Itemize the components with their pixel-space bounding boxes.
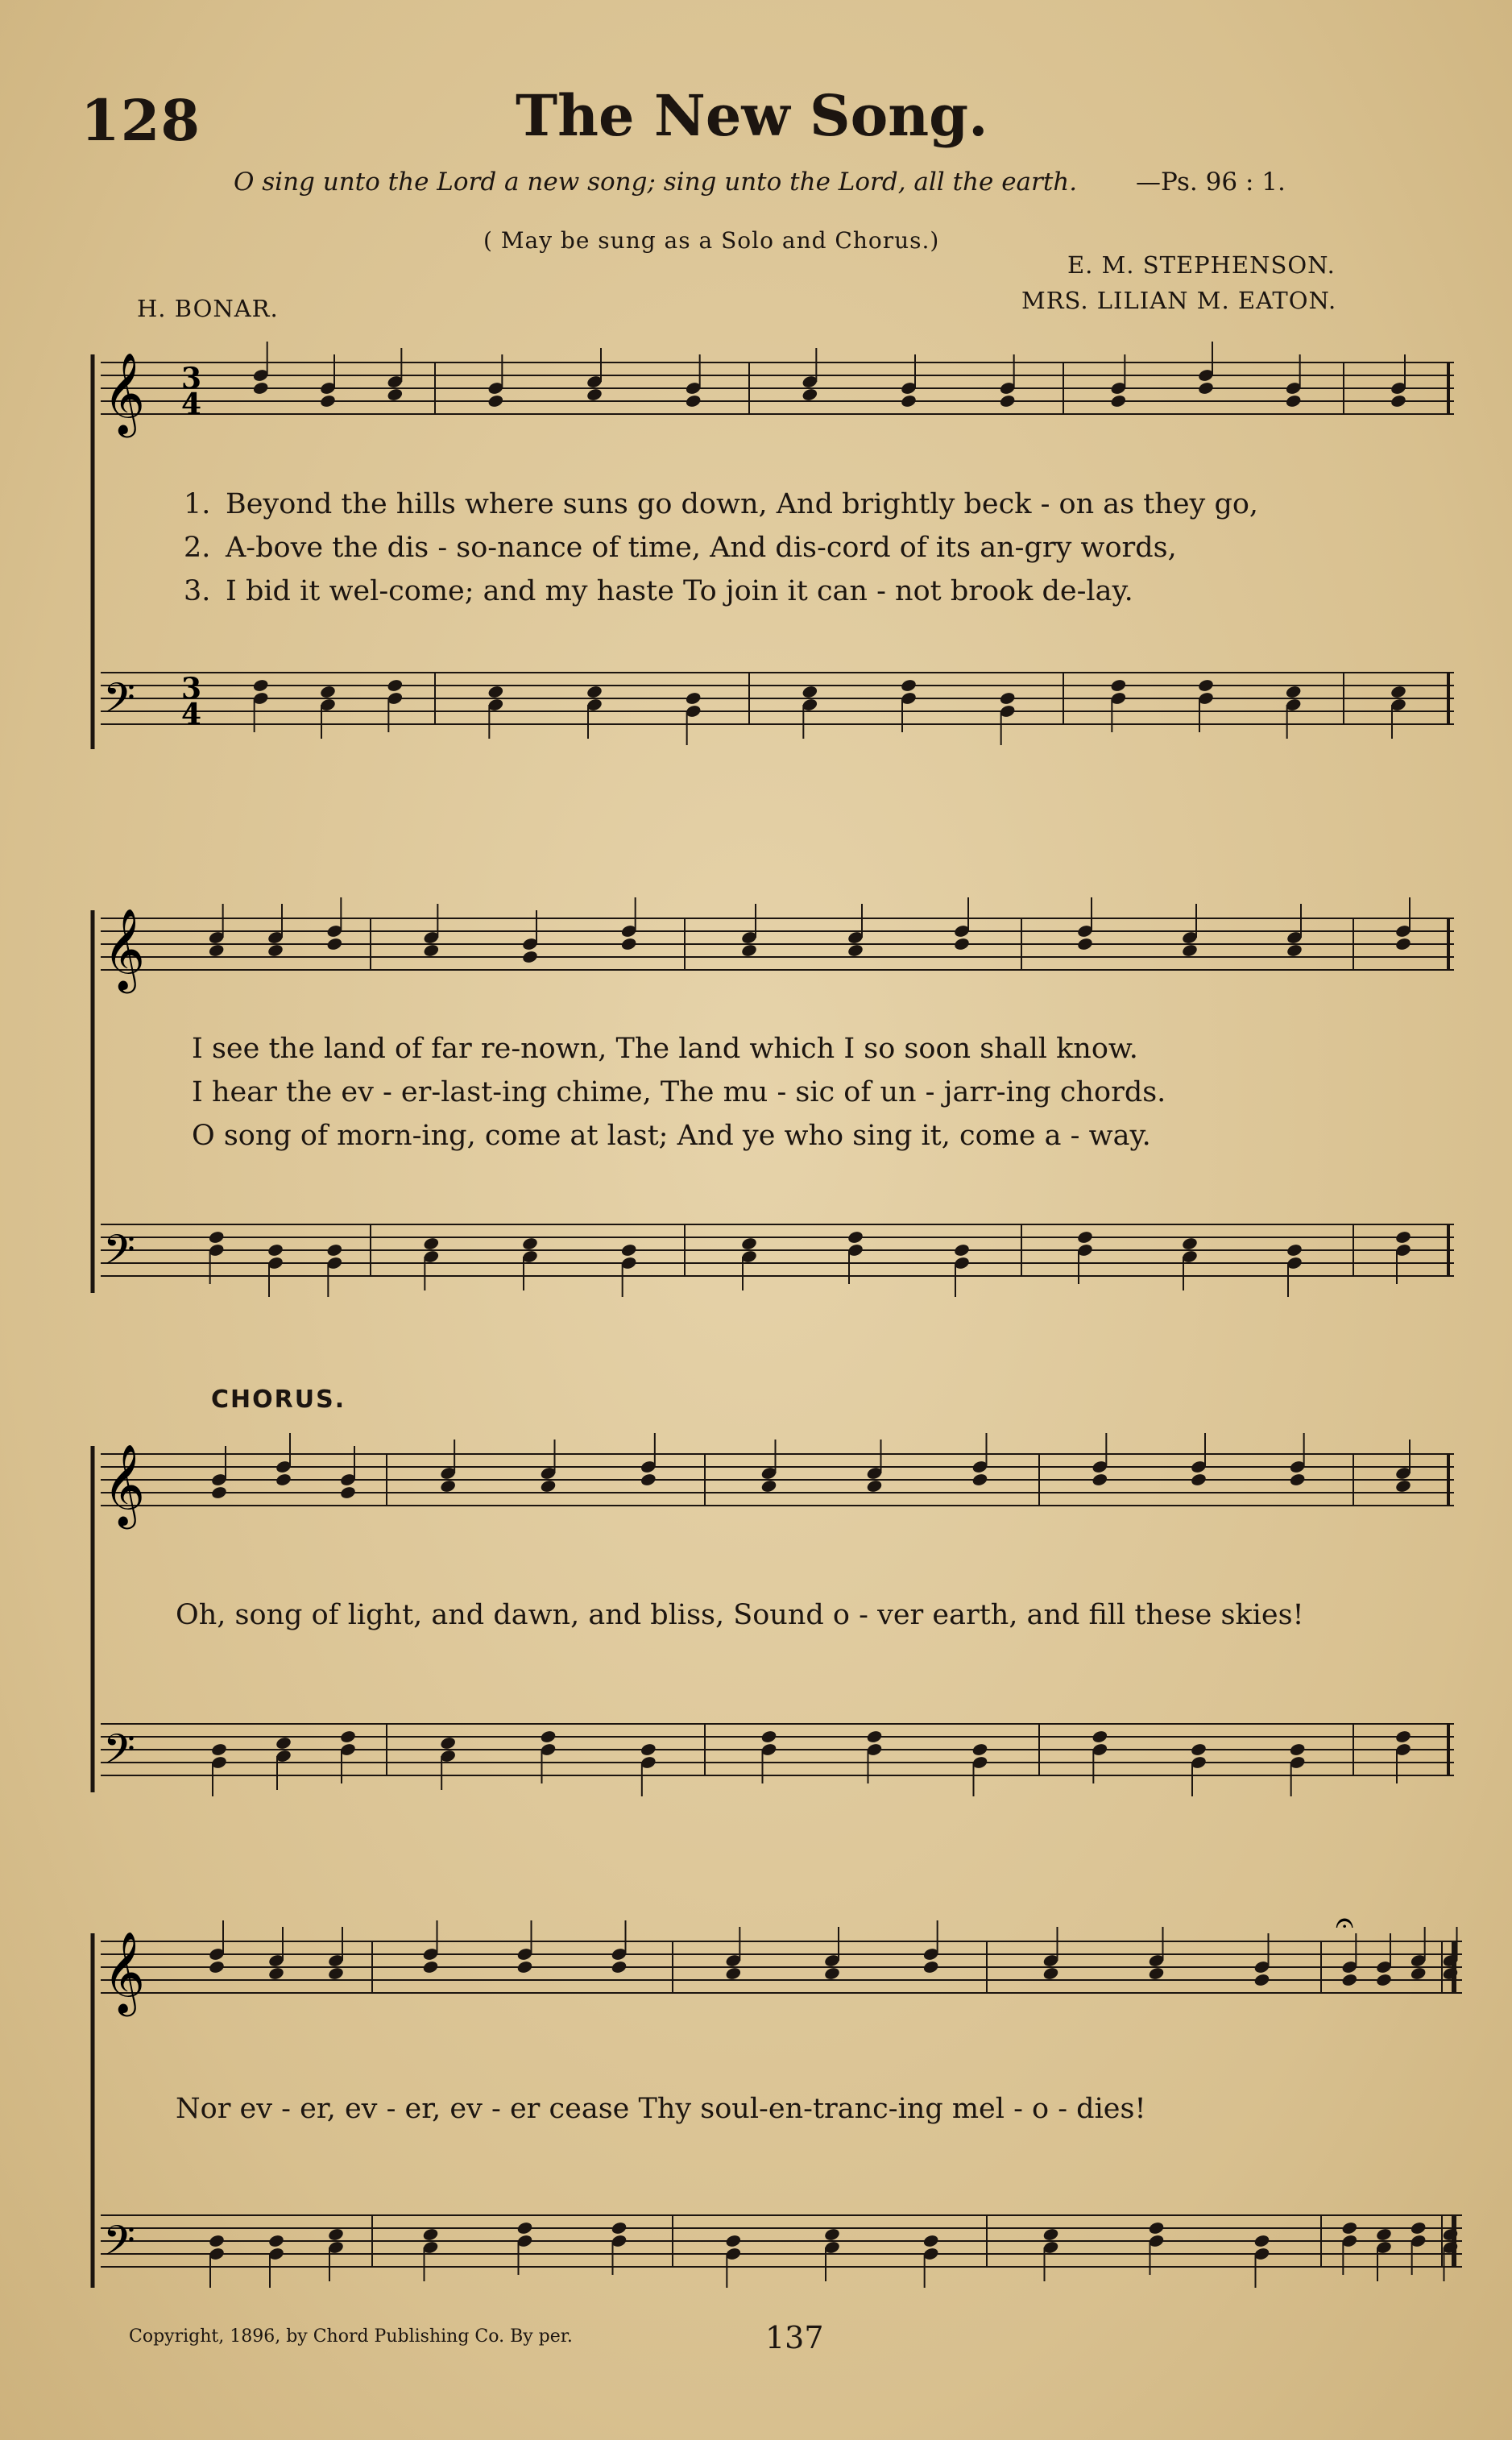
bass-clef-icon: 𝄢 bbox=[103, 1225, 135, 1284]
notehead bbox=[267, 1243, 284, 1257]
notehead bbox=[900, 678, 917, 693]
notehead bbox=[1042, 1966, 1059, 1981]
notehead bbox=[208, 2234, 225, 2248]
hymn-title: The New Song. bbox=[516, 82, 988, 149]
notehead bbox=[953, 937, 970, 951]
bass-staff-lines bbox=[101, 673, 1454, 724]
time-signature-top: 3 bbox=[181, 362, 202, 396]
notehead bbox=[208, 943, 225, 958]
notehead bbox=[725, 2234, 742, 2248]
notehead bbox=[586, 387, 603, 402]
notehead bbox=[866, 1479, 883, 1493]
notehead bbox=[740, 1237, 757, 1251]
notehead bbox=[516, 1960, 533, 1974]
notehead bbox=[326, 1243, 343, 1257]
notehead bbox=[611, 1960, 628, 1974]
notehead bbox=[620, 937, 637, 951]
notehead bbox=[620, 1243, 637, 1257]
scripture-reference: —Ps. 96 : 1. bbox=[1136, 168, 1286, 197]
bass-clef-icon: 𝄢 bbox=[103, 673, 135, 732]
notehead bbox=[1092, 1473, 1108, 1487]
time-signature-top: 3 bbox=[181, 672, 202, 706]
notehead bbox=[423, 1237, 440, 1251]
page-number: 137 bbox=[765, 2320, 824, 2355]
notehead bbox=[423, 943, 440, 958]
notehead bbox=[540, 1479, 557, 1493]
notehead bbox=[1181, 1237, 1198, 1251]
notehead bbox=[999, 691, 1016, 706]
notehead bbox=[521, 1237, 538, 1251]
notehead bbox=[422, 2227, 439, 2242]
notehead bbox=[252, 678, 269, 693]
verse-2-line-1: 2. A-bove the dis - so-nance of time, And dis-cord of its an-gry words, bbox=[184, 532, 1177, 564]
notehead bbox=[208, 1230, 225, 1245]
notehead bbox=[1390, 685, 1406, 699]
notehead bbox=[1148, 2221, 1165, 2235]
notehead bbox=[900, 394, 917, 408]
verse-1-line-1: 1. Beyond the hills where suns go down, And brightly beck - on as they go, bbox=[184, 488, 1259, 520]
notehead bbox=[847, 943, 864, 958]
notehead bbox=[1181, 943, 1198, 958]
notehead bbox=[319, 685, 336, 699]
notehead bbox=[725, 1966, 742, 1981]
verse-1-line-2: I see the land of far re-nown, The land which I so soon shall know. bbox=[192, 1033, 1138, 1065]
notehead bbox=[326, 937, 343, 951]
notehead bbox=[1253, 1973, 1270, 1987]
notehead bbox=[1285, 685, 1302, 699]
notehead bbox=[1394, 1730, 1411, 1744]
author-credit: H. BONAR. bbox=[137, 295, 279, 322]
verse-2-line-2: I hear the ev - er-last-ing chime, The mu - sic of un - jarr-ing chords. bbox=[192, 1076, 1166, 1108]
notehead bbox=[1197, 381, 1214, 396]
treble-staff-lines bbox=[101, 1454, 1454, 1506]
notehead bbox=[1076, 1230, 1093, 1245]
notehead bbox=[1076, 937, 1093, 951]
notehead bbox=[1148, 1966, 1165, 1981]
notehead bbox=[487, 685, 504, 699]
notehead bbox=[1375, 2227, 1392, 2242]
notehead bbox=[740, 943, 757, 958]
treble-staff-lines bbox=[101, 362, 1454, 414]
notehead bbox=[611, 2221, 628, 2235]
notehead bbox=[267, 943, 284, 958]
notehead bbox=[1110, 394, 1127, 408]
notehead bbox=[267, 1966, 284, 1981]
arranger-credit: MRS. LILIAN M. EATON. bbox=[1021, 287, 1337, 314]
time-signature-bottom: 4 bbox=[181, 387, 202, 421]
notehead bbox=[267, 2234, 284, 2248]
bass-clef-icon: 𝄢 bbox=[103, 1725, 135, 1783]
notehead bbox=[971, 1742, 988, 1757]
notehead bbox=[521, 950, 538, 964]
notehead bbox=[487, 394, 504, 408]
notehead bbox=[802, 387, 818, 402]
treble-clef-icon: 𝄞 bbox=[103, 1930, 146, 2013]
time-signature-bottom: 4 bbox=[181, 698, 202, 731]
notehead bbox=[387, 678, 404, 693]
notehead bbox=[1341, 1973, 1358, 1987]
notehead bbox=[516, 2221, 533, 2235]
chorus-line-2: Nor ev - er, ev - er, ev - er cease Thy soul-en-tranc-ing mel - o - dies! bbox=[176, 2093, 1146, 2125]
notehead bbox=[210, 1485, 227, 1500]
copyright-notice: Copyright, 1896, by Chord Publishing Co. By per. bbox=[129, 2326, 573, 2347]
notehead bbox=[1289, 1473, 1306, 1487]
notehead bbox=[275, 1736, 292, 1750]
notehead bbox=[999, 394, 1016, 408]
notehead bbox=[685, 394, 702, 408]
notehead bbox=[847, 1230, 864, 1245]
notehead bbox=[339, 1485, 356, 1500]
treble-clef-icon: 𝄞 bbox=[103, 1443, 146, 1526]
treble-clef-icon: 𝄞 bbox=[103, 907, 146, 990]
notehead bbox=[760, 1479, 777, 1493]
notehead bbox=[327, 1966, 344, 1981]
notehead bbox=[208, 1960, 225, 1974]
notehead bbox=[640, 1473, 657, 1487]
treble-staff-lines bbox=[101, 918, 1454, 970]
notehead bbox=[339, 1730, 356, 1744]
notehead bbox=[1394, 1479, 1411, 1493]
notehead bbox=[1289, 1742, 1306, 1757]
bass-staff-lines bbox=[101, 1224, 1454, 1276]
scripture-epigraph: O sing unto the Lord a new song; sing unto the Lord, all the earth. bbox=[234, 168, 1078, 197]
notehead bbox=[866, 1730, 883, 1744]
verse-3-line-1: 3. I bid it wel-come; and my haste To join it can - not brook de-lay. bbox=[184, 575, 1133, 607]
notehead bbox=[685, 691, 702, 706]
notehead bbox=[439, 1736, 456, 1750]
notehead bbox=[1410, 1966, 1427, 1981]
notehead bbox=[540, 1730, 557, 1744]
notehead bbox=[1286, 1243, 1303, 1257]
bass-staff-lines bbox=[101, 1724, 1454, 1775]
notehead bbox=[1375, 1973, 1392, 1987]
hymn-number: 128 bbox=[81, 87, 201, 154]
notehead bbox=[953, 1243, 970, 1257]
notehead bbox=[1197, 678, 1214, 693]
notehead bbox=[1253, 2234, 1270, 2248]
chorus-label: CHORUS. bbox=[211, 1386, 346, 1414]
notehead bbox=[210, 1742, 227, 1757]
notehead bbox=[640, 1742, 657, 1757]
notehead bbox=[1394, 937, 1411, 951]
composer-credit: E. M. STEPHENSON. bbox=[1067, 251, 1336, 279]
notehead bbox=[1341, 2221, 1358, 2235]
notehead bbox=[252, 381, 269, 396]
notehead bbox=[275, 1473, 292, 1487]
notehead bbox=[439, 1479, 456, 1493]
notehead bbox=[1042, 2227, 1059, 2242]
fermata-icon: 𝄐 bbox=[1336, 1904, 1354, 1941]
notehead bbox=[1410, 2221, 1427, 2235]
notehead bbox=[1286, 943, 1303, 958]
notehead bbox=[922, 2234, 939, 2248]
verse-3-line-2: O song of morn-ing, come at last; And ye who sing it, come a - way. bbox=[192, 1120, 1151, 1152]
notehead bbox=[971, 1473, 988, 1487]
chorus-line-1: Oh, song of light, and dawn, and bliss, Sound o - ver earth, and fill these skies! bbox=[176, 1599, 1304, 1631]
bass-clef-icon: 𝄢 bbox=[103, 2216, 135, 2275]
notehead bbox=[823, 1966, 840, 1981]
performance-note: ( May be sung as a Solo and Chorus.) bbox=[483, 227, 940, 254]
notehead bbox=[327, 2227, 344, 2242]
notehead bbox=[1190, 1473, 1207, 1487]
notehead bbox=[1285, 394, 1302, 408]
notehead bbox=[922, 1960, 939, 1974]
treble-clef-icon: 𝄞 bbox=[103, 351, 146, 434]
notehead bbox=[422, 1960, 439, 1974]
notehead bbox=[823, 2227, 840, 2242]
notehead bbox=[586, 685, 603, 699]
notehead bbox=[760, 1730, 777, 1744]
notehead bbox=[1190, 1742, 1207, 1757]
notehead bbox=[387, 387, 404, 402]
notehead bbox=[319, 394, 336, 408]
notehead bbox=[1110, 678, 1127, 693]
notehead bbox=[1390, 394, 1406, 408]
notehead bbox=[1394, 1230, 1411, 1245]
notehead bbox=[1092, 1730, 1108, 1744]
notehead bbox=[802, 685, 818, 699]
